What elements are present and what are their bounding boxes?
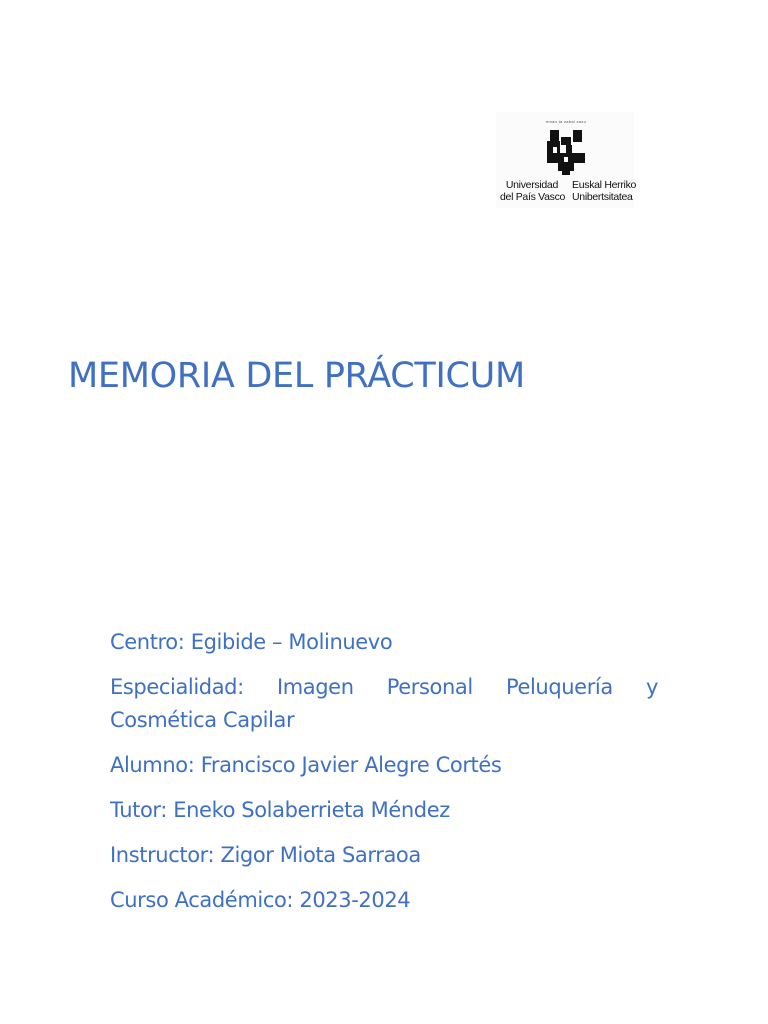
detail-curso: [110, 884, 658, 917]
detail-instructor: [110, 839, 658, 872]
detail-label: Instructor:: [110, 843, 215, 867]
detail-label: Especialidad:: [110, 675, 244, 699]
university-logo: [496, 112, 637, 208]
logo-name-spanish: [500, 179, 566, 203]
logo-name-es-line2: del País Vasco: [500, 191, 566, 203]
detail-label: Tutor:: [110, 798, 167, 822]
logo-name-eu-line1: Euskal Herriko: [572, 179, 637, 191]
logo-name-eu-line2: Unibertsitatea: [572, 191, 633, 203]
document-details: [110, 626, 658, 929]
detail-tutor: [110, 794, 658, 827]
detail-especialidad: [110, 671, 658, 737]
detail-value: Eneko Solaberrieta Méndez: [173, 798, 450, 822]
document-title: MEMORIA DEL PRÁCTICUM: [68, 356, 525, 396]
university-emblem-icon: [544, 127, 588, 177]
logo-name-es-line1: Universidad: [505, 179, 558, 191]
detail-centro: [110, 626, 658, 659]
logo-name-basque: [572, 179, 636, 203]
detail-label: Alumno:: [110, 753, 195, 777]
detail-value: Zigor Miota Sarraoa: [220, 843, 421, 867]
detail-value: Egibide – Molinuevo: [190, 630, 393, 654]
detail-alumno: [110, 749, 658, 782]
detail-value: Francisco Javier Alegre Cortés: [200, 753, 502, 777]
logo-motto: eman ta zabal zazu: [546, 119, 587, 124]
detail-label: Centro:: [110, 630, 185, 654]
detail-label: Curso Académico:: [110, 888, 294, 912]
detail-value: Imagen Personal Peluquería y Cosmética Capilar: [110, 675, 658, 732]
detail-value: 2023-2024: [299, 888, 411, 912]
